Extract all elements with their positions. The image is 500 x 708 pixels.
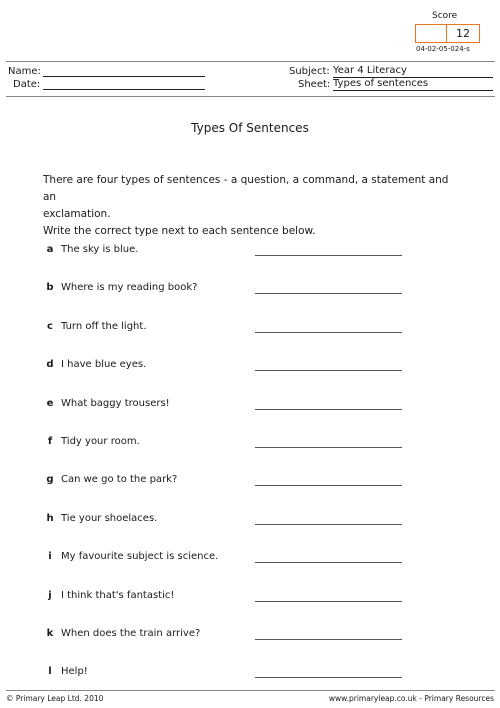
item-sentence: Tie your shoelaces.	[61, 513, 158, 524]
name-label: Name:	[8, 66, 41, 77]
item-sentence: Can we go to the park?	[61, 474, 178, 485]
item-letter: c	[47, 321, 53, 332]
answer-field[interactable]	[255, 639, 402, 640]
subject-label: Subject:	[289, 66, 330, 77]
item-letter: k	[46, 628, 54, 639]
sheet-value: Types of sentences	[333, 78, 493, 91]
item-sentence: Help!	[61, 666, 88, 677]
answer-field[interactable]	[255, 677, 402, 678]
item-sentence: Tidy your room.	[61, 436, 140, 447]
item-letter: g	[46, 474, 54, 485]
item-letter: e	[46, 398, 54, 409]
item-letter: a	[46, 244, 54, 255]
answer-field[interactable]	[255, 524, 402, 525]
date-label: Date:	[13, 79, 41, 90]
item-sentence: What baggy trousers!	[61, 398, 170, 409]
instructions	[43, 172, 463, 240]
answer-field[interactable]	[255, 332, 402, 333]
instructions-line-3: Write the correct type next to each sentence below.	[43, 225, 316, 237]
item-sentence: Where is my reading book?	[61, 282, 198, 293]
subject-value: Year 4 Literacy	[333, 65, 493, 78]
item-letter: h	[46, 513, 54, 524]
answer-field[interactable]	[255, 447, 402, 448]
answer-field[interactable]	[255, 370, 402, 371]
header-top-rule	[6, 61, 495, 62]
item-sentence: I have blue eyes.	[61, 359, 147, 370]
answer-field[interactable]	[255, 562, 402, 563]
instructions-line-1: There are four types of sentences - a question, a command, a statement and an	[43, 174, 449, 203]
item-sentence: My favourite subject is science.	[61, 551, 219, 562]
footer-copyright: © Primary Leap Ltd. 2010	[6, 694, 104, 703]
answer-field[interactable]	[255, 409, 402, 410]
page-title: Types Of Sentences	[191, 121, 309, 135]
answer-field[interactable]	[255, 255, 402, 256]
item-letter: l	[48, 666, 52, 677]
item-letter: i	[48, 551, 52, 562]
worksheet-code: 04-02-05-024-s	[416, 45, 470, 53]
date-field[interactable]	[43, 89, 205, 90]
footer-website: www.primaryleap.co.uk - Primary Resources	[328, 694, 494, 703]
header-bottom-rule	[6, 96, 495, 97]
answer-field[interactable]	[255, 601, 402, 602]
item-letter: j	[48, 590, 52, 601]
instructions-line-2: exclamation.	[43, 208, 111, 220]
item-letter: b	[46, 282, 54, 293]
item-sentence: When does the train arrive?	[61, 628, 201, 639]
score-input-box[interactable]	[415, 24, 446, 43]
score-label: Score	[432, 11, 458, 21]
item-sentence: Turn off the light.	[61, 321, 147, 332]
item-sentence: The sky is blue.	[61, 244, 139, 255]
answer-field[interactable]	[255, 293, 402, 294]
answer-field[interactable]	[255, 485, 402, 486]
item-sentence: I think that's fantastic!	[61, 590, 175, 601]
item-letter: d	[46, 359, 54, 370]
footer-rule	[6, 690, 495, 691]
score-total: 12	[446, 24, 480, 43]
name-field[interactable]	[43, 76, 205, 77]
sheet-label: Sheet:	[298, 79, 331, 90]
item-letter: f	[47, 436, 53, 447]
